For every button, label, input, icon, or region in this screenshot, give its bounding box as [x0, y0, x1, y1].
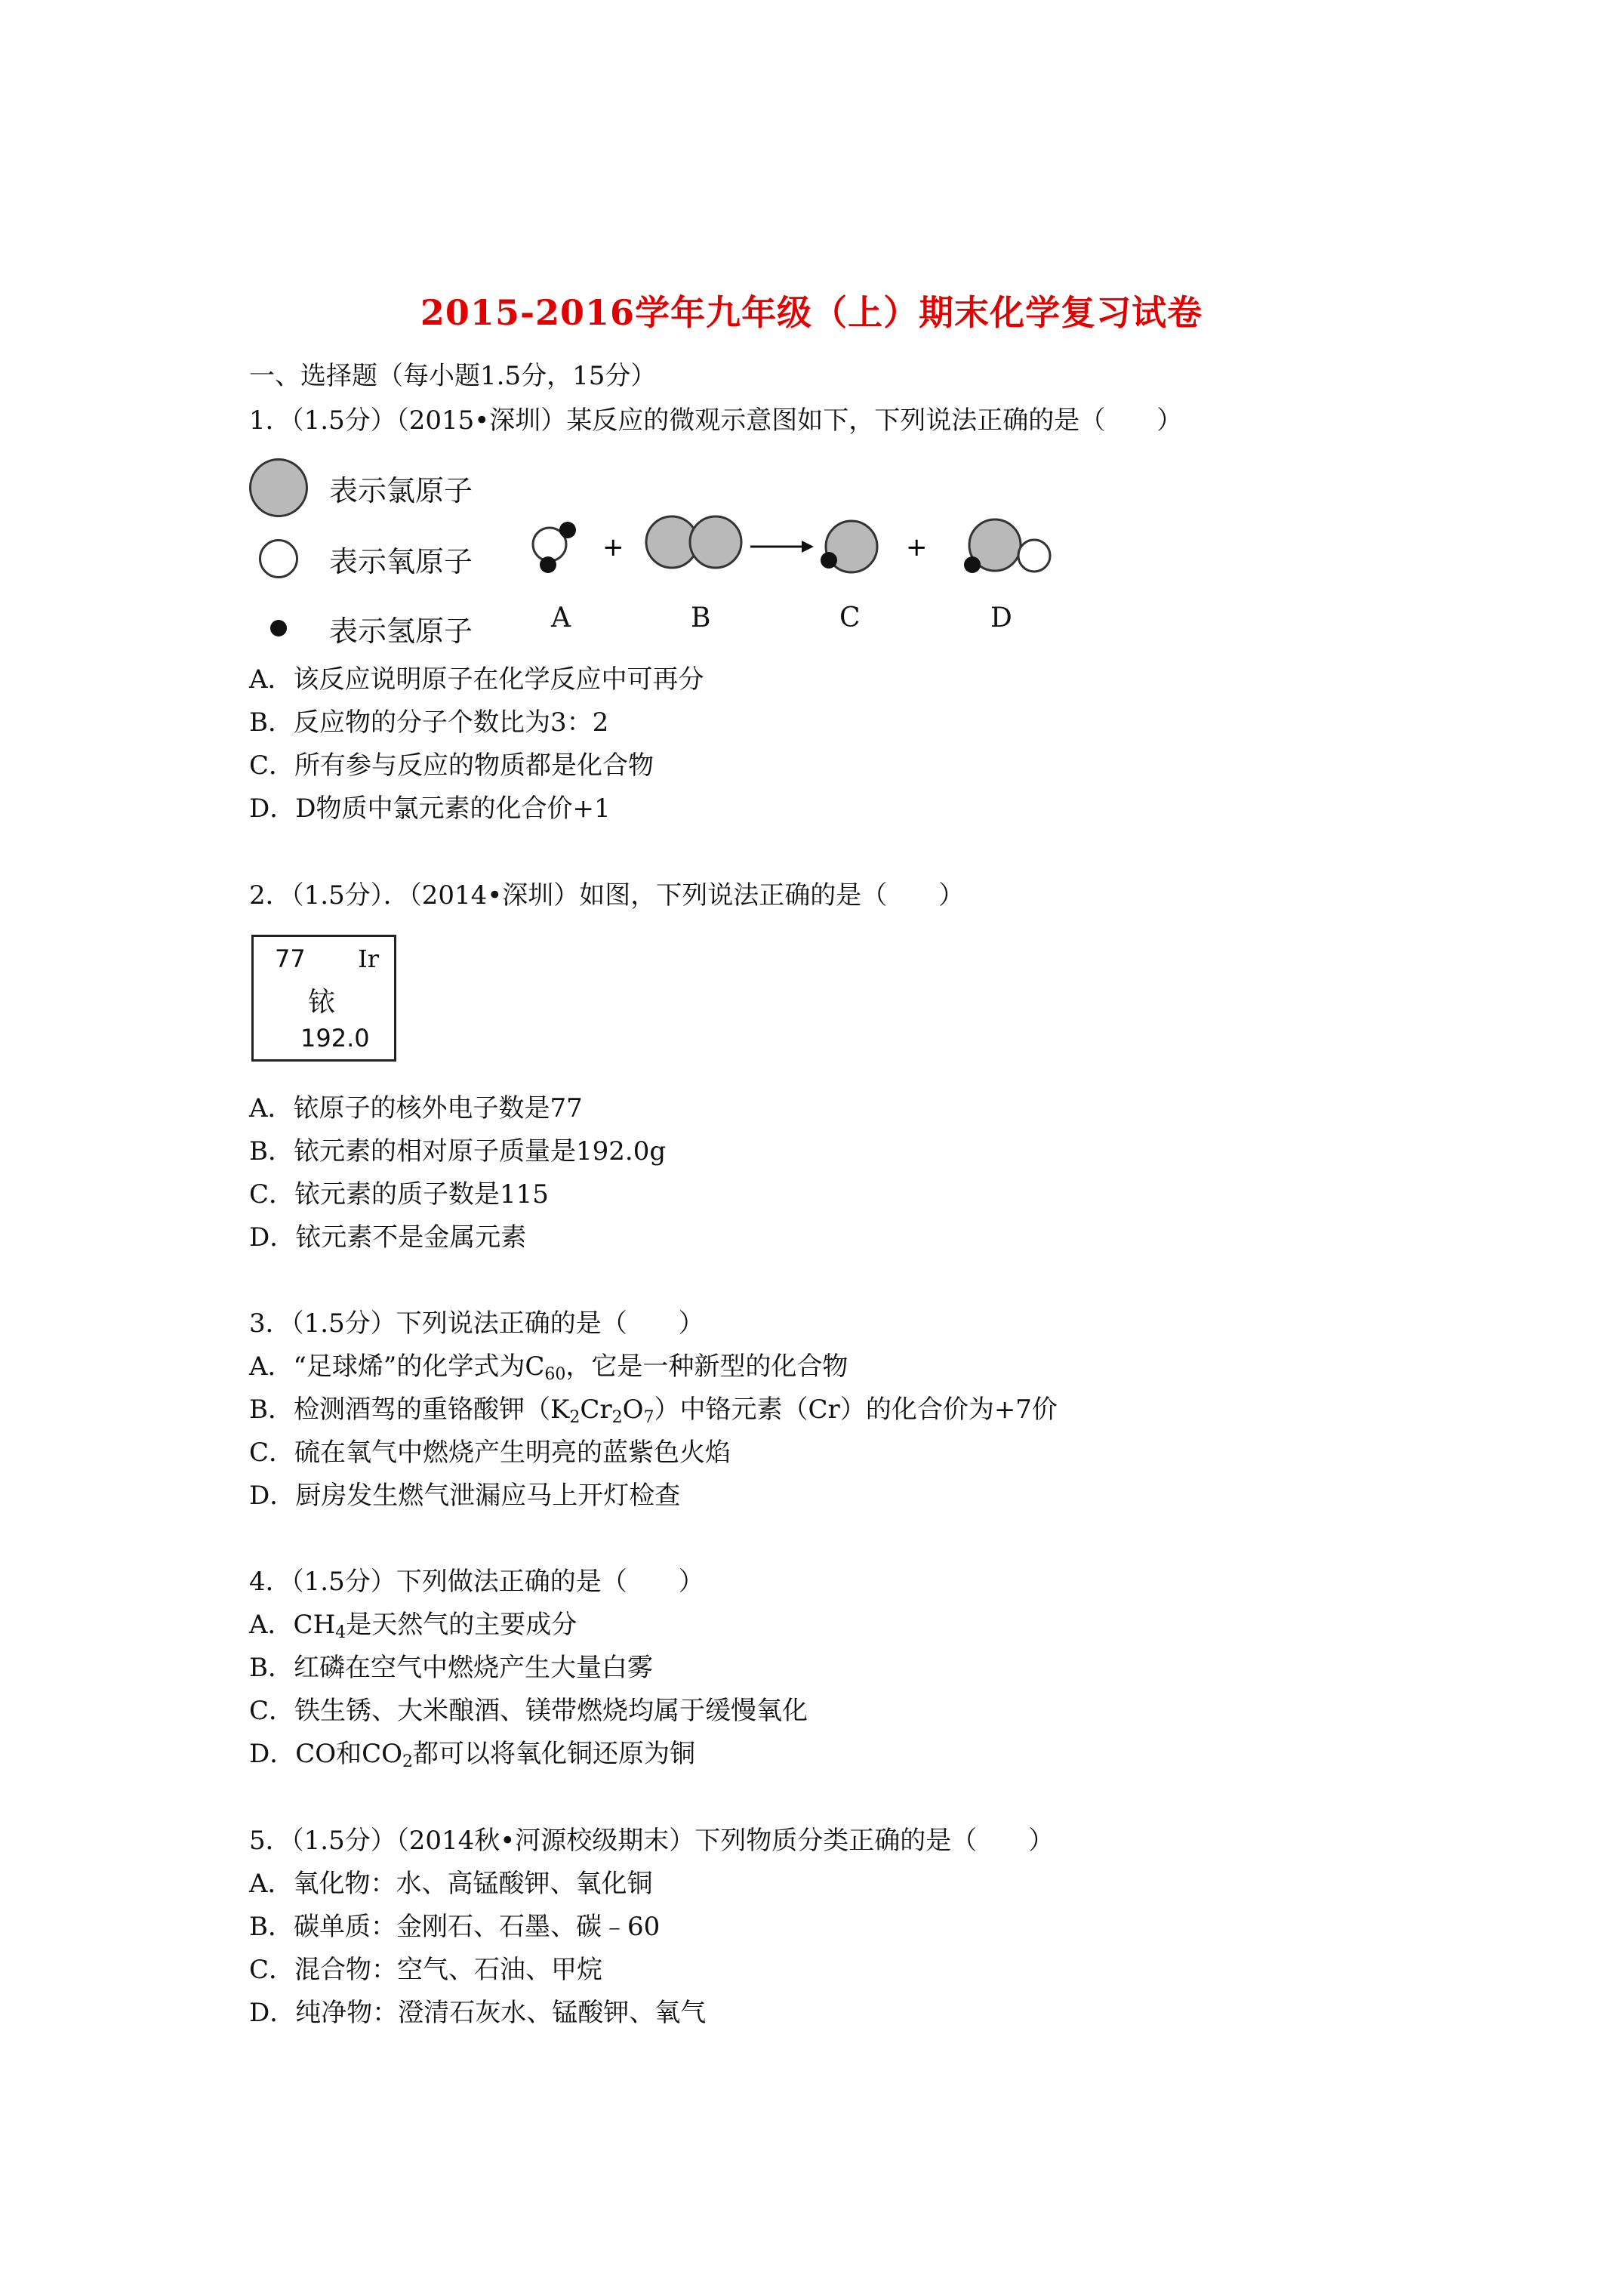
question-3-option-a: [249, 1351, 848, 1382]
option-a-text-start: A．“足球烯”的化学式为C: [249, 1351, 545, 1382]
reaction-label-c: C: [839, 603, 861, 633]
svg-text:+: +: [602, 532, 624, 562]
question-5-option-b: B．碳单质：金刚石、石墨、碳﹣60: [249, 1912, 661, 1942]
option-a-text-start: A．CH: [249, 1610, 336, 1640]
legend-chlorine-label: 表示氯原子: [329, 473, 473, 507]
question-2-option-a: A．铱原子的核外电子数是77: [249, 1093, 583, 1123]
element-symbol: Ir: [358, 945, 379, 973]
question-2-stem: 2．（1.5分）．（2014•深圳）如图，下列说法正确的是（ ）: [249, 880, 965, 911]
question-3-option-c: C．硫在氧气中燃烧产生明亮的蓝紫色火焰: [249, 1438, 731, 1468]
legend-hydrogen: [249, 598, 473, 658]
question-4-option-d: [249, 1739, 695, 1769]
option-b-text-mid-1: Cr: [580, 1395, 612, 1425]
reaction-arrow-icon: [750, 541, 814, 553]
question-1-option-a: A．该反应说明原子在化学反应中可再分: [249, 664, 704, 695]
section-heading: 一、选择题（每小题1.5分，15分）: [249, 361, 657, 391]
element-card-iridium: [251, 935, 396, 1062]
question-4-stem: 4．（1.5分）下列做法正确的是（ ）: [249, 1567, 704, 1597]
svg-text:+: +: [906, 532, 928, 562]
page-title: 2015-2016学年九年级（上）期末化学复习试卷: [420, 292, 1203, 333]
hydrogen-atom-icon: [270, 620, 287, 636]
question-2-option-b: B．铱元素的相对原子质量是192.0g: [249, 1136, 667, 1166]
question-4-option-b: B．红磷在空气中燃烧产生大量白雾: [249, 1653, 653, 1683]
atomic-number: 77: [275, 945, 306, 973]
question-4-option-c: C．铁生锈、大米酿酒、镁带燃烧均属于缓慢氧化: [249, 1696, 808, 1726]
legend-oxygen-label: 表示氧原子: [329, 544, 473, 578]
option-a-subscript: 60: [544, 1365, 566, 1384]
question-1-option-c: C．所有参与反应的物质都是化合物: [249, 750, 654, 781]
question-5-option-c: C．混合物：空气、石油、甲烷: [249, 1955, 603, 1985]
option-d-text-end: 都可以将氧化铜还原为铜: [413, 1739, 696, 1769]
option-b-subscript-2: 2: [611, 1408, 623, 1427]
option-b-text-mid-2: O: [622, 1395, 644, 1425]
oxygen-atom-icon: [259, 539, 298, 578]
option-b-text-end: ）中铬元素（Cr）的化合价为+7价: [654, 1395, 1058, 1425]
element-name: 铱: [308, 987, 336, 1018]
legend-chlorine: [249, 458, 473, 518]
question-4-option-a: [249, 1610, 577, 1640]
molecule-b: [646, 516, 741, 568]
option-b-text-start: B．检测酒驾的重铬酸钾（K: [249, 1395, 570, 1425]
question-2-option-c: C．铱元素的质子数是115: [249, 1179, 549, 1210]
question-2-option-d: D．铱元素不是金属元素: [249, 1222, 527, 1253]
atomic-mass: 192.0: [300, 1024, 370, 1052]
question-5-option-d: D．纯净物：澄清石灰水、锰酸钾、氧气: [249, 1998, 707, 2028]
reaction-label-d: D: [990, 603, 1012, 633]
chlorine-atom-icon: [249, 458, 308, 517]
question-3-option-d: D．厨房发生燃气泄漏应马上开灯检查: [249, 1481, 681, 1511]
option-d-text-start: D．CO和CO: [249, 1739, 403, 1769]
molecule-a: [533, 522, 576, 573]
option-a-subscript: 4: [335, 1623, 346, 1642]
reaction-diagram: [521, 513, 1079, 657]
reaction-label-a: A: [551, 603, 571, 633]
question-1-stem: 1．（1.5分）（2015•深圳）某反应的微观示意图如下，下列说法正确的是（ ）: [249, 405, 1183, 436]
question-1-option-b: B．反应物的分子个数比为3：2: [249, 707, 609, 738]
question-3-option-b: [249, 1395, 1058, 1425]
question-3-stem: 3．（1.5分）下列说法正确的是（ ）: [249, 1308, 704, 1339]
question-5-option-a: A．氧化物：水、高锰酸钾、氧化铜: [249, 1869, 653, 1899]
option-a-text-end: ，它是一种新型的化合物: [565, 1351, 848, 1382]
reaction-label-b: B: [691, 603, 711, 633]
option-b-subscript-3: 7: [643, 1408, 654, 1427]
option-d-subscript: 2: [402, 1752, 414, 1771]
molecule-c: [821, 521, 877, 572]
option-b-subscript-1: 2: [569, 1408, 581, 1427]
option-a-text-end: 是天然气的主要成分: [346, 1610, 577, 1640]
question-5-stem: 5．（1.5分）（2014秋•河源校级期末）下列物质分类正确的是（ ）: [249, 1826, 1055, 1856]
molecule-d: [964, 519, 1050, 573]
reaction-svg: [521, 513, 1079, 657]
legend-oxygen: [249, 529, 473, 589]
question-1-option-d: D．D物质中氯元素的化合价+1: [249, 794, 611, 824]
legend-hydrogen-label: 表示氢原子: [329, 614, 473, 648]
